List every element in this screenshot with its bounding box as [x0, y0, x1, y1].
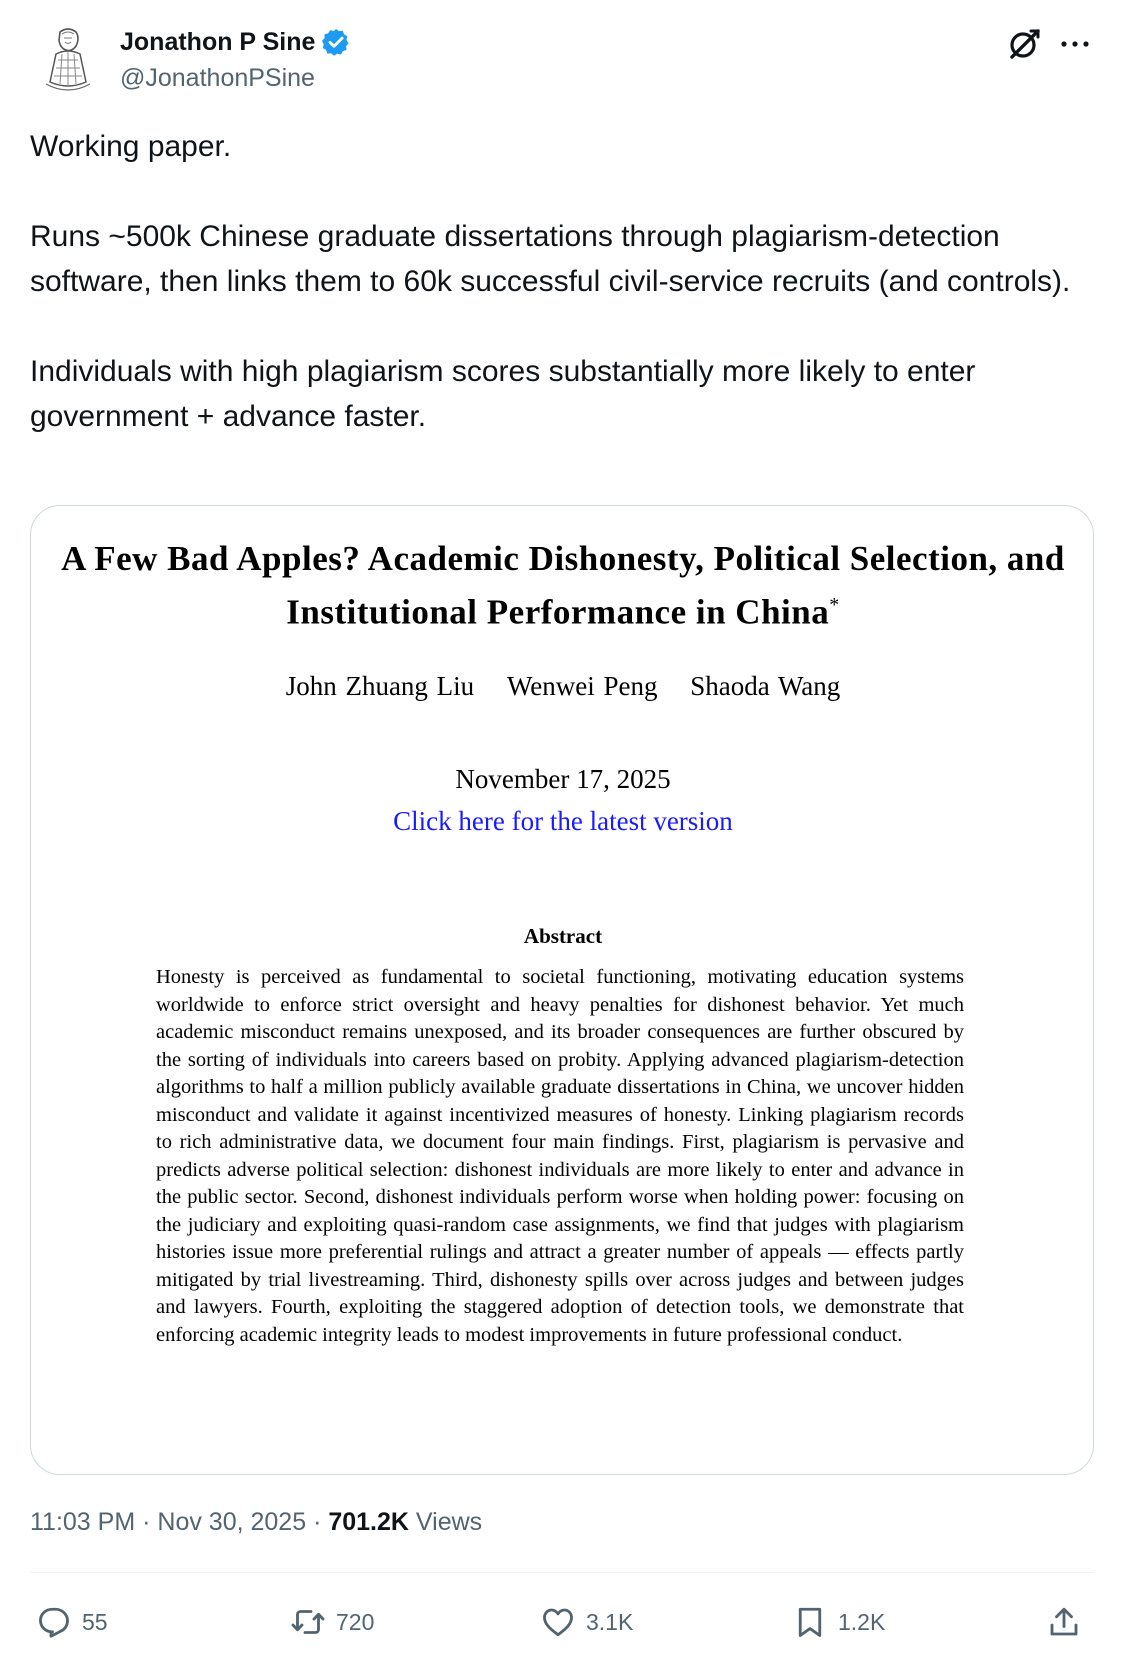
- reply-count: 55: [82, 1608, 108, 1635]
- reply-button[interactable]: [36, 1600, 108, 1644]
- paper-author: John Zhuang Liu: [285, 671, 475, 701]
- share-button[interactable]: [1046, 1600, 1082, 1644]
- abstract-heading: Abstract: [523, 924, 603, 948]
- more-options-icon[interactable]: [1058, 30, 1092, 58]
- bookmark-button[interactable]: [792, 1600, 885, 1644]
- paper-authors: [31, 671, 1094, 702]
- paper-title: [31, 536, 1094, 636]
- author-name-row: [120, 27, 351, 57]
- paper-date: November 17, 2025: [455, 764, 671, 794]
- meta-separator: ·: [313, 1508, 322, 1536]
- action-bar: [30, 1600, 1094, 1644]
- verified-badge-icon[interactable]: [321, 27, 351, 57]
- views-count: 701.2K: [328, 1508, 409, 1536]
- abstract-text: Honesty is perceived as fundamental to societal functioning, motivating education systems worldwide to enforce strict oversight and heavy penalties for dishonest behavior. Yet much academic misconduct remains unexposed, and its broader consequences are further obscured by the sorting of individuals into careers based on probity. Applying advanced plagiarism-detection algorithms to half a million publicly available graduate dissertations in China, we uncover hidden misconduct and validate it against incentivized measures of honesty. Linking plagiarism records to rich administrative data, we document four main findings. First, plagiarism is pervasive and predicts adverse political selection: dishonest individuals are more likely to enter and advance in the public sector. Second, dishonest individuals perform worse when holding power: focusing on the judiciary and exploiting quasi-random case assignments, we find that judges with plagiarism histories issue more preferential rulings and attract a greater number of appeals — effects partly mitigated by trial livestreaming. Third, dishonesty spills over across judges and between judges and lawyers. Fourth, exploiting the staggered adoption of detection tools, we demonstrate that enforcing academic integrity leads to modest improvements in future professional conduct.: [156, 966, 964, 1346]
- author-name[interactable]: Jonathon P Sine: [120, 27, 316, 56]
- repost-count: 720: [336, 1608, 375, 1635]
- paper-author: Wenwei Peng: [506, 671, 658, 701]
- paper-title-footnote-mark: *: [829, 594, 840, 616]
- latest-version-link[interactable]: Click here for the latest version: [393, 806, 733, 836]
- grok-icon[interactable]: [1006, 26, 1042, 62]
- views-label: Views: [415, 1508, 483, 1536]
- share-icon: [1046, 1604, 1082, 1640]
- like-count: 3.1K: [586, 1608, 634, 1635]
- tweet-date[interactable]: Nov 30, 2025: [157, 1508, 307, 1536]
- like-button[interactable]: [540, 1600, 633, 1644]
- tweet-text: Working paper. Runs ~500k Chinese graduate dissertations through plagiarism-detection software, then links them to 60k successful civil-service recruits (and controls). Individuals with high plagiarism scores substantially more likely to enter government + advance faster.: [30, 130, 1071, 433]
- user-avatar[interactable]: [38, 24, 98, 98]
- repost-icon: [290, 1604, 326, 1640]
- author-handle[interactable]: @JonathonPSine: [120, 64, 315, 92]
- repost-button[interactable]: [290, 1600, 374, 1644]
- paper-title-text: A Few Bad Apples? Academic Dishonesty, Political Selection, and Institutional Performance in China: [61, 539, 1065, 632]
- reply-icon: [36, 1604, 72, 1640]
- bookmark-count: 1.2K: [838, 1608, 886, 1635]
- meta-separator: ·: [142, 1508, 151, 1536]
- paper-author: Shaoda Wang: [690, 671, 841, 701]
- bookmark-icon: [792, 1604, 828, 1640]
- tweet-time[interactable]: 11:03 PM: [30, 1508, 136, 1536]
- like-icon: [540, 1604, 576, 1640]
- tweet-header: [0, 0, 1124, 110]
- paper-image-card[interactable]: [30, 505, 1094, 1475]
- divider: [30, 1572, 1094, 1573]
- tweet-meta: [30, 1508, 482, 1537]
